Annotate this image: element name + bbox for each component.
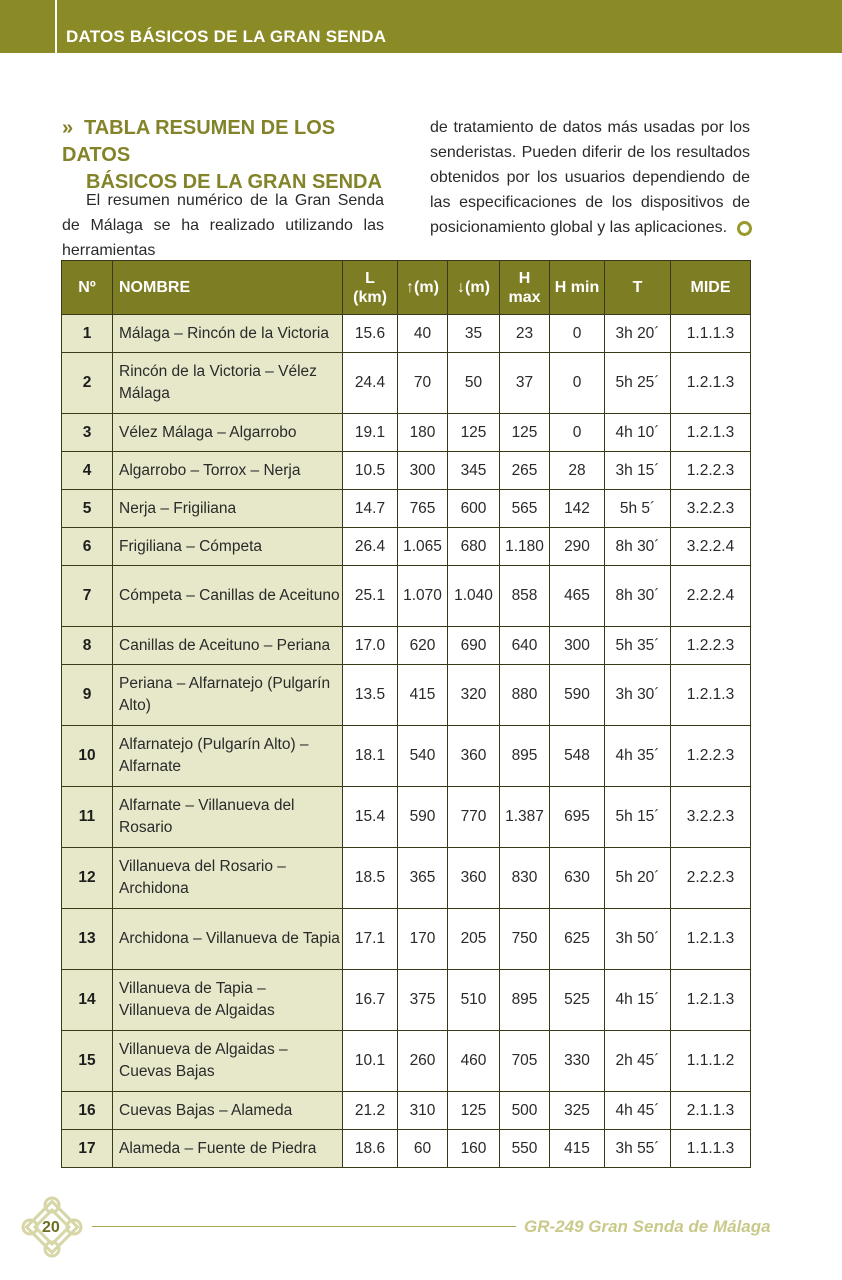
cell-num: 8 [62,627,113,665]
table-row [62,528,751,566]
cell-mide: 2.2.2.4 [671,566,751,627]
table-row [62,353,751,414]
cell-name: Vélez Málaga – Algarrobo [113,414,343,452]
cell-mide: 2.2.2.3 [671,848,751,909]
cell-ascent: 70 [398,353,448,414]
cell-time: 8h 30´ [605,528,671,566]
cell-mide: 2.1.1.3 [671,1092,751,1130]
cell-num: 1 [62,315,113,353]
cell-length: 25.1 [343,566,398,627]
cell-name: Villanueva de Tapia – Villanueva de Algaidas [113,970,343,1031]
cell-ascent: 1.065 [398,528,448,566]
cell-num: 10 [62,726,113,787]
cell-length: 13.5 [343,665,398,726]
cell-descent: 125 [448,1092,500,1130]
cell-length: 19.1 [343,414,398,452]
cell-mide: 1.1.1.3 [671,315,751,353]
cell-name: Rincón de la Victoria – Vélez Málaga [113,353,343,414]
cell-length: 10.5 [343,452,398,490]
table-row [62,787,751,848]
cell-name: Archidona – Villanueva de Tapia [113,909,343,970]
chevron-icon: » [62,117,74,139]
table-row [62,909,751,970]
cell-hmax: 37 [500,353,550,414]
header-title: DATOS BÁSICOS DE LA GRAN SENDA [66,27,387,46]
cell-time: 8h 30´ [605,566,671,627]
cell-hmin: 142 [550,490,605,528]
table-row [62,627,751,665]
cell-ascent: 60 [398,1130,448,1168]
cell-descent: 50 [448,353,500,414]
cell-hmax: 125 [500,414,550,452]
table-header-row [62,261,751,315]
cell-num: 6 [62,528,113,566]
cell-hmin: 330 [550,1031,605,1092]
header-time: T [605,261,671,315]
table-row [62,490,751,528]
page-number: 20 [42,1219,60,1236]
header-descent: ↓(m) [448,261,500,315]
cell-length: 24.4 [343,353,398,414]
cell-ascent: 170 [398,909,448,970]
table-row [62,665,751,726]
cell-num: 2 [62,353,113,414]
cell-ascent: 1.070 [398,566,448,627]
section-title-line2: BÁSICOS DE LA GRAN SENDA [86,171,382,193]
table-row [62,848,751,909]
cell-hmin: 290 [550,528,605,566]
cell-descent: 345 [448,452,500,490]
cell-mide: 1.2.1.3 [671,909,751,970]
cell-descent: 205 [448,909,500,970]
cell-time: 3h 15´ [605,452,671,490]
cell-mide: 1.2.2.3 [671,726,751,787]
cell-num: 9 [62,665,113,726]
cell-ascent: 365 [398,848,448,909]
cell-name: Villanueva del Rosario – Archidona [113,848,343,909]
cell-length: 15.4 [343,787,398,848]
cell-mide: 1.1.1.2 [671,1031,751,1092]
cell-length: 16.7 [343,970,398,1031]
cell-descent: 600 [448,490,500,528]
cell-length: 21.2 [343,1092,398,1130]
cell-time: 5h 15´ [605,787,671,848]
cell-ascent: 180 [398,414,448,452]
cell-time: 5h 25´ [605,353,671,414]
cell-name: Alameda – Fuente de Piedra [113,1130,343,1168]
cell-length: 17.0 [343,627,398,665]
table-row [62,1130,751,1168]
cell-ascent: 415 [398,665,448,726]
cell-ascent: 260 [398,1031,448,1092]
cell-mide: 1.1.1.3 [671,1130,751,1168]
cell-num: 3 [62,414,113,452]
cell-descent: 35 [448,315,500,353]
cell-hmin: 548 [550,726,605,787]
cell-descent: 360 [448,726,500,787]
cell-descent: 1.040 [448,566,500,627]
cell-mide: 1.2.1.3 [671,353,751,414]
cell-ascent: 375 [398,970,448,1031]
cell-ascent: 620 [398,627,448,665]
cell-time: 3h 50´ [605,909,671,970]
header-name: NOMBRE [113,261,343,315]
cell-time: 4h 45´ [605,1092,671,1130]
cell-time: 5h 35´ [605,627,671,665]
cell-hmin: 525 [550,970,605,1031]
cell-name: Alfarnate – Villanueva del Rosario [113,787,343,848]
footer-publication-title: GR-249 Gran Senda de Málaga [524,1217,771,1236]
table-row [62,414,751,452]
cell-num: 5 [62,490,113,528]
table-row [62,1092,751,1130]
cell-hmax: 895 [500,970,550,1031]
cell-hmin: 465 [550,566,605,627]
cell-length: 10.1 [343,1031,398,1092]
cell-descent: 510 [448,970,500,1031]
cell-mide: 3.2.2.4 [671,528,751,566]
section-title-line1: TABLA RESUMEN DE LOS DATOS [62,117,336,166]
cell-length: 17.1 [343,909,398,970]
cell-num: 15 [62,1031,113,1092]
cell-num: 14 [62,970,113,1031]
header-num: Nº [62,261,113,315]
cell-num: 16 [62,1092,113,1130]
cell-mide: 1.2.1.3 [671,970,751,1031]
cell-descent: 460 [448,1031,500,1092]
cell-mide: 3.2.2.3 [671,490,751,528]
cell-hmax: 565 [500,490,550,528]
cell-name: Cuevas Bajas – Alameda [113,1092,343,1130]
cell-ascent: 310 [398,1092,448,1130]
intro-text-left: El resumen numérico de la Gran Senda de Málaga se ha realizado utilizando las herramientas [62,192,384,259]
cell-hmax: 640 [500,627,550,665]
cell-hmax: 830 [500,848,550,909]
cell-ascent: 300 [398,452,448,490]
cell-name: Villanueva de Algaidas – Cuevas Bajas [113,1031,343,1092]
cell-num: 4 [62,452,113,490]
cell-num: 7 [62,566,113,627]
cell-descent: 690 [448,627,500,665]
cell-time: 4h 35´ [605,726,671,787]
header-length: L (km) [343,261,398,315]
cell-name: Málaga – Rincón de la Victoria [113,315,343,353]
cell-name: Canillas de Aceituno – Periana [113,627,343,665]
table-row [62,566,751,627]
cell-name: Alfarnatejo (Pulgarín Alto) – Alfarnate [113,726,343,787]
cell-hmin: 0 [550,315,605,353]
cell-name: Periana – Alfarnatejo (Pulgarín Alto) [113,665,343,726]
cell-hmax: 1.387 [500,787,550,848]
cell-mide: 1.2.2.3 [671,452,751,490]
cell-length: 18.5 [343,848,398,909]
cell-hmin: 325 [550,1092,605,1130]
cell-hmin: 415 [550,1130,605,1168]
cell-hmin: 630 [550,848,605,909]
cell-num: 13 [62,909,113,970]
cell-length: 26.4 [343,528,398,566]
cell-descent: 160 [448,1130,500,1168]
cell-time: 3h 20´ [605,315,671,353]
cell-hmax: 550 [500,1130,550,1168]
cell-hmin: 625 [550,909,605,970]
cell-time: 5h 5´ [605,490,671,528]
end-circle-icon [737,221,752,236]
cell-time: 5h 20´ [605,848,671,909]
cell-length: 18.1 [343,726,398,787]
cell-hmin: 0 [550,353,605,414]
cell-length: 14.7 [343,490,398,528]
cell-num: 12 [62,848,113,909]
cell-descent: 320 [448,665,500,726]
cell-hmin: 300 [550,627,605,665]
header-hmax: H max [500,261,550,315]
cell-hmax: 23 [500,315,550,353]
cell-mide: 3.2.2.3 [671,787,751,848]
cell-time: 3h 55´ [605,1130,671,1168]
cell-name: Frigiliana – Cómpeta [113,528,343,566]
header-hmin: H min [550,261,605,315]
cell-ascent: 590 [398,787,448,848]
cell-mide: 1.2.2.3 [671,627,751,665]
cell-name: Algarrobo – Torrox – Nerja [113,452,343,490]
table-row [62,315,751,353]
cell-hmax: 265 [500,452,550,490]
cell-time: 4h 10´ [605,414,671,452]
cell-hmax: 1.180 [500,528,550,566]
section-title [62,115,392,196]
cell-hmax: 500 [500,1092,550,1130]
header-ascent: ↑(m) [398,261,448,315]
footer-rule [92,1226,516,1227]
intro-paragraph-right: de tratamiento de datos más usadas por los senderistas. Pueden diferir de los resultados obtenidos por los usuarios dependiendo de las especificaciones de los dispositivos de posicionamiento global y las aplicaciones. [430,119,750,236]
cell-time: 4h 15´ [605,970,671,1031]
cell-name: Nerja – Frigiliana [113,490,343,528]
cell-descent: 680 [448,528,500,566]
cell-hmax: 880 [500,665,550,726]
intro-paragraph-left [62,188,384,263]
cell-hmin: 0 [550,414,605,452]
cell-name: Cómpeta – Canillas de Aceituno [113,566,343,627]
cell-hmax: 705 [500,1031,550,1092]
cell-length: 15.6 [343,315,398,353]
cell-descent: 360 [448,848,500,909]
cell-ascent: 765 [398,490,448,528]
cell-hmin: 28 [550,452,605,490]
table-row [62,970,751,1031]
cell-ascent: 540 [398,726,448,787]
cell-hmax: 858 [500,566,550,627]
header-separator [55,0,57,53]
header-mide: MIDE [671,261,751,315]
cell-descent: 770 [448,787,500,848]
cell-hmin: 695 [550,787,605,848]
cell-hmin: 590 [550,665,605,726]
table-row [62,726,751,787]
cell-num: 11 [62,787,113,848]
cell-mide: 1.2.1.3 [671,665,751,726]
cell-mide: 1.2.1.3 [671,414,751,452]
cell-length: 18.6 [343,1130,398,1168]
table-row [62,1031,751,1092]
cell-hmax: 750 [500,909,550,970]
cell-hmax: 895 [500,726,550,787]
cell-descent: 125 [448,414,500,452]
cell-time: 2h 45´ [605,1031,671,1092]
cell-ascent: 40 [398,315,448,353]
stages-table [61,260,751,1168]
cell-num: 17 [62,1130,113,1168]
table-row [62,452,751,490]
cell-time: 3h 30´ [605,665,671,726]
